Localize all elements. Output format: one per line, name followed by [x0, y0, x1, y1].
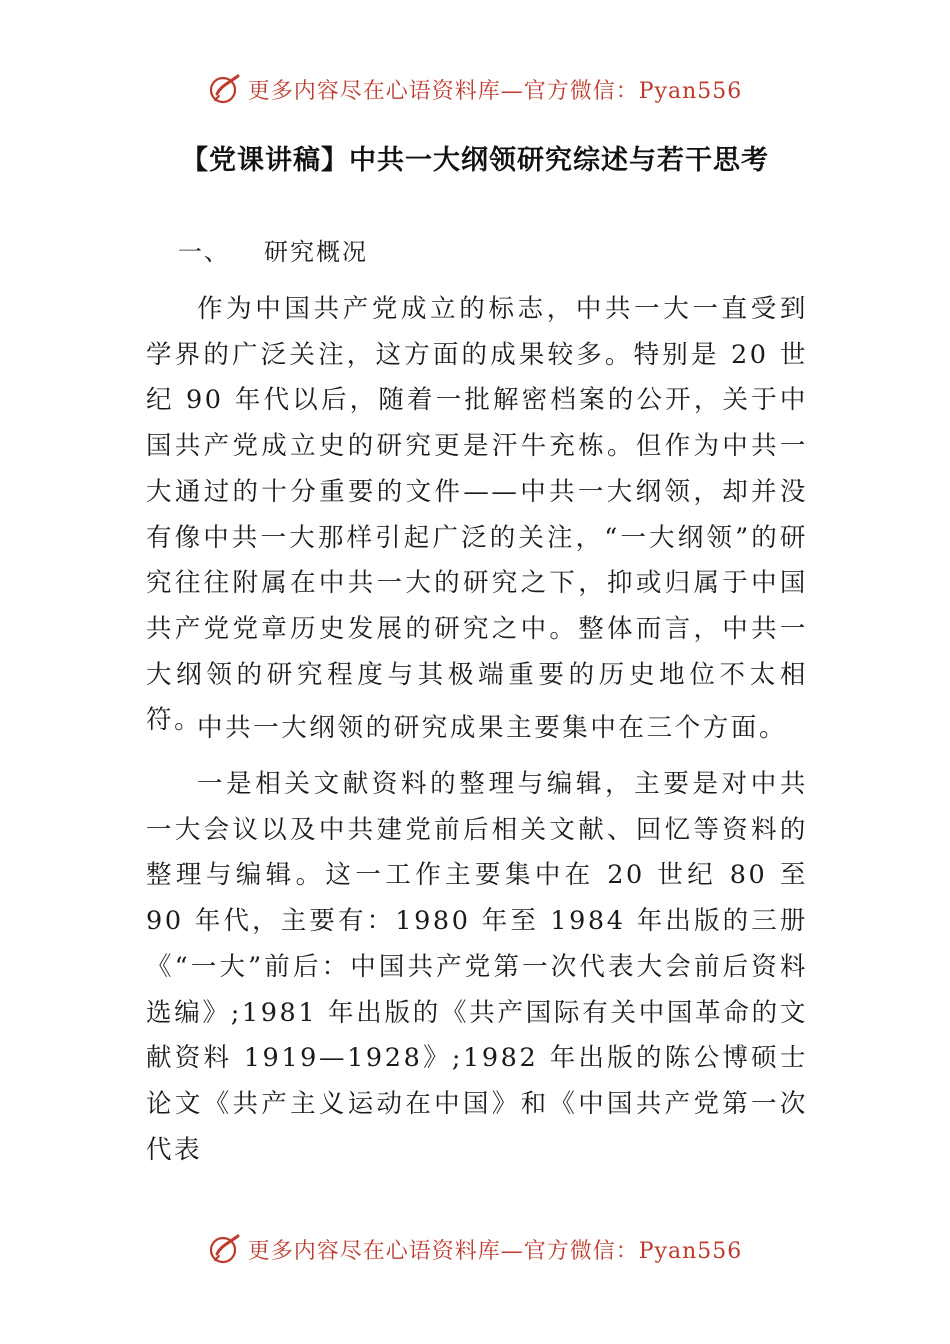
- brush-seal-icon: [208, 1232, 242, 1266]
- section-title: 研究概况: [264, 238, 368, 266]
- section-number: 一、: [178, 238, 230, 266]
- section-heading: [178, 232, 368, 267]
- document-title: 【党课讲稿】中共一大纲领研究综述与若干思考: [181, 145, 769, 176]
- brush-seal-icon: [208, 72, 242, 106]
- watermark-text: 更多内容尽在心语资料库—官方微信：Pyan556: [247, 78, 743, 104]
- paragraph-text: 中共一大纲领的研究成果主要集中在三个方面。: [197, 713, 788, 743]
- watermark-header: [0, 72, 950, 106]
- paragraph-text: 作为中国共产党成立的标志，中共一大一直受到学界的广泛关注，这方面的成果较多。特别是 20 世纪 90 年代以后，随着一批解密档案的公开，关于中国共产党成立史的研究更是汗牛充栋。但作为中共一大通过的十分重要的文件——中共一大纲领，却并没有像中共一大那样引起广泛的关注，“一大纲领”的研究往往附属在中共一大的研究之下，抑或归属于中国共产党党章历史发展的研究之中。整体而言，中共一大纲领的研究程度与其极端重要的历史地位不太相符。: [146, 294, 808, 736]
- body-paragraph-3: [146, 762, 808, 1173]
- body-paragraph-2: [146, 706, 808, 752]
- body-paragraph-1: [146, 287, 808, 744]
- paragraph-text: 一是相关文献资料的整理与编辑，主要是对中共一大会议以及中共建党前后相关文献、回忆等资料的整理与编辑。这一工作主要集中在 20 世纪 80 至 90 年代，主要有：1980 年至 1984 年出版的三册《“一大”前后：中国共产党第一次代表大会前后资料选编》;1981 年出版的《共产国际有关中国革命的文献资料 1919—1928》;1982 年出版的陈公博硕士论文《共产主义运动在中国》和《中国共产党第一次代表: [146, 769, 808, 1165]
- watermark-footer: [0, 1232, 950, 1266]
- watermark-text: 更多内容尽在心语资料库—官方微信：Pyan556: [247, 1238, 743, 1264]
